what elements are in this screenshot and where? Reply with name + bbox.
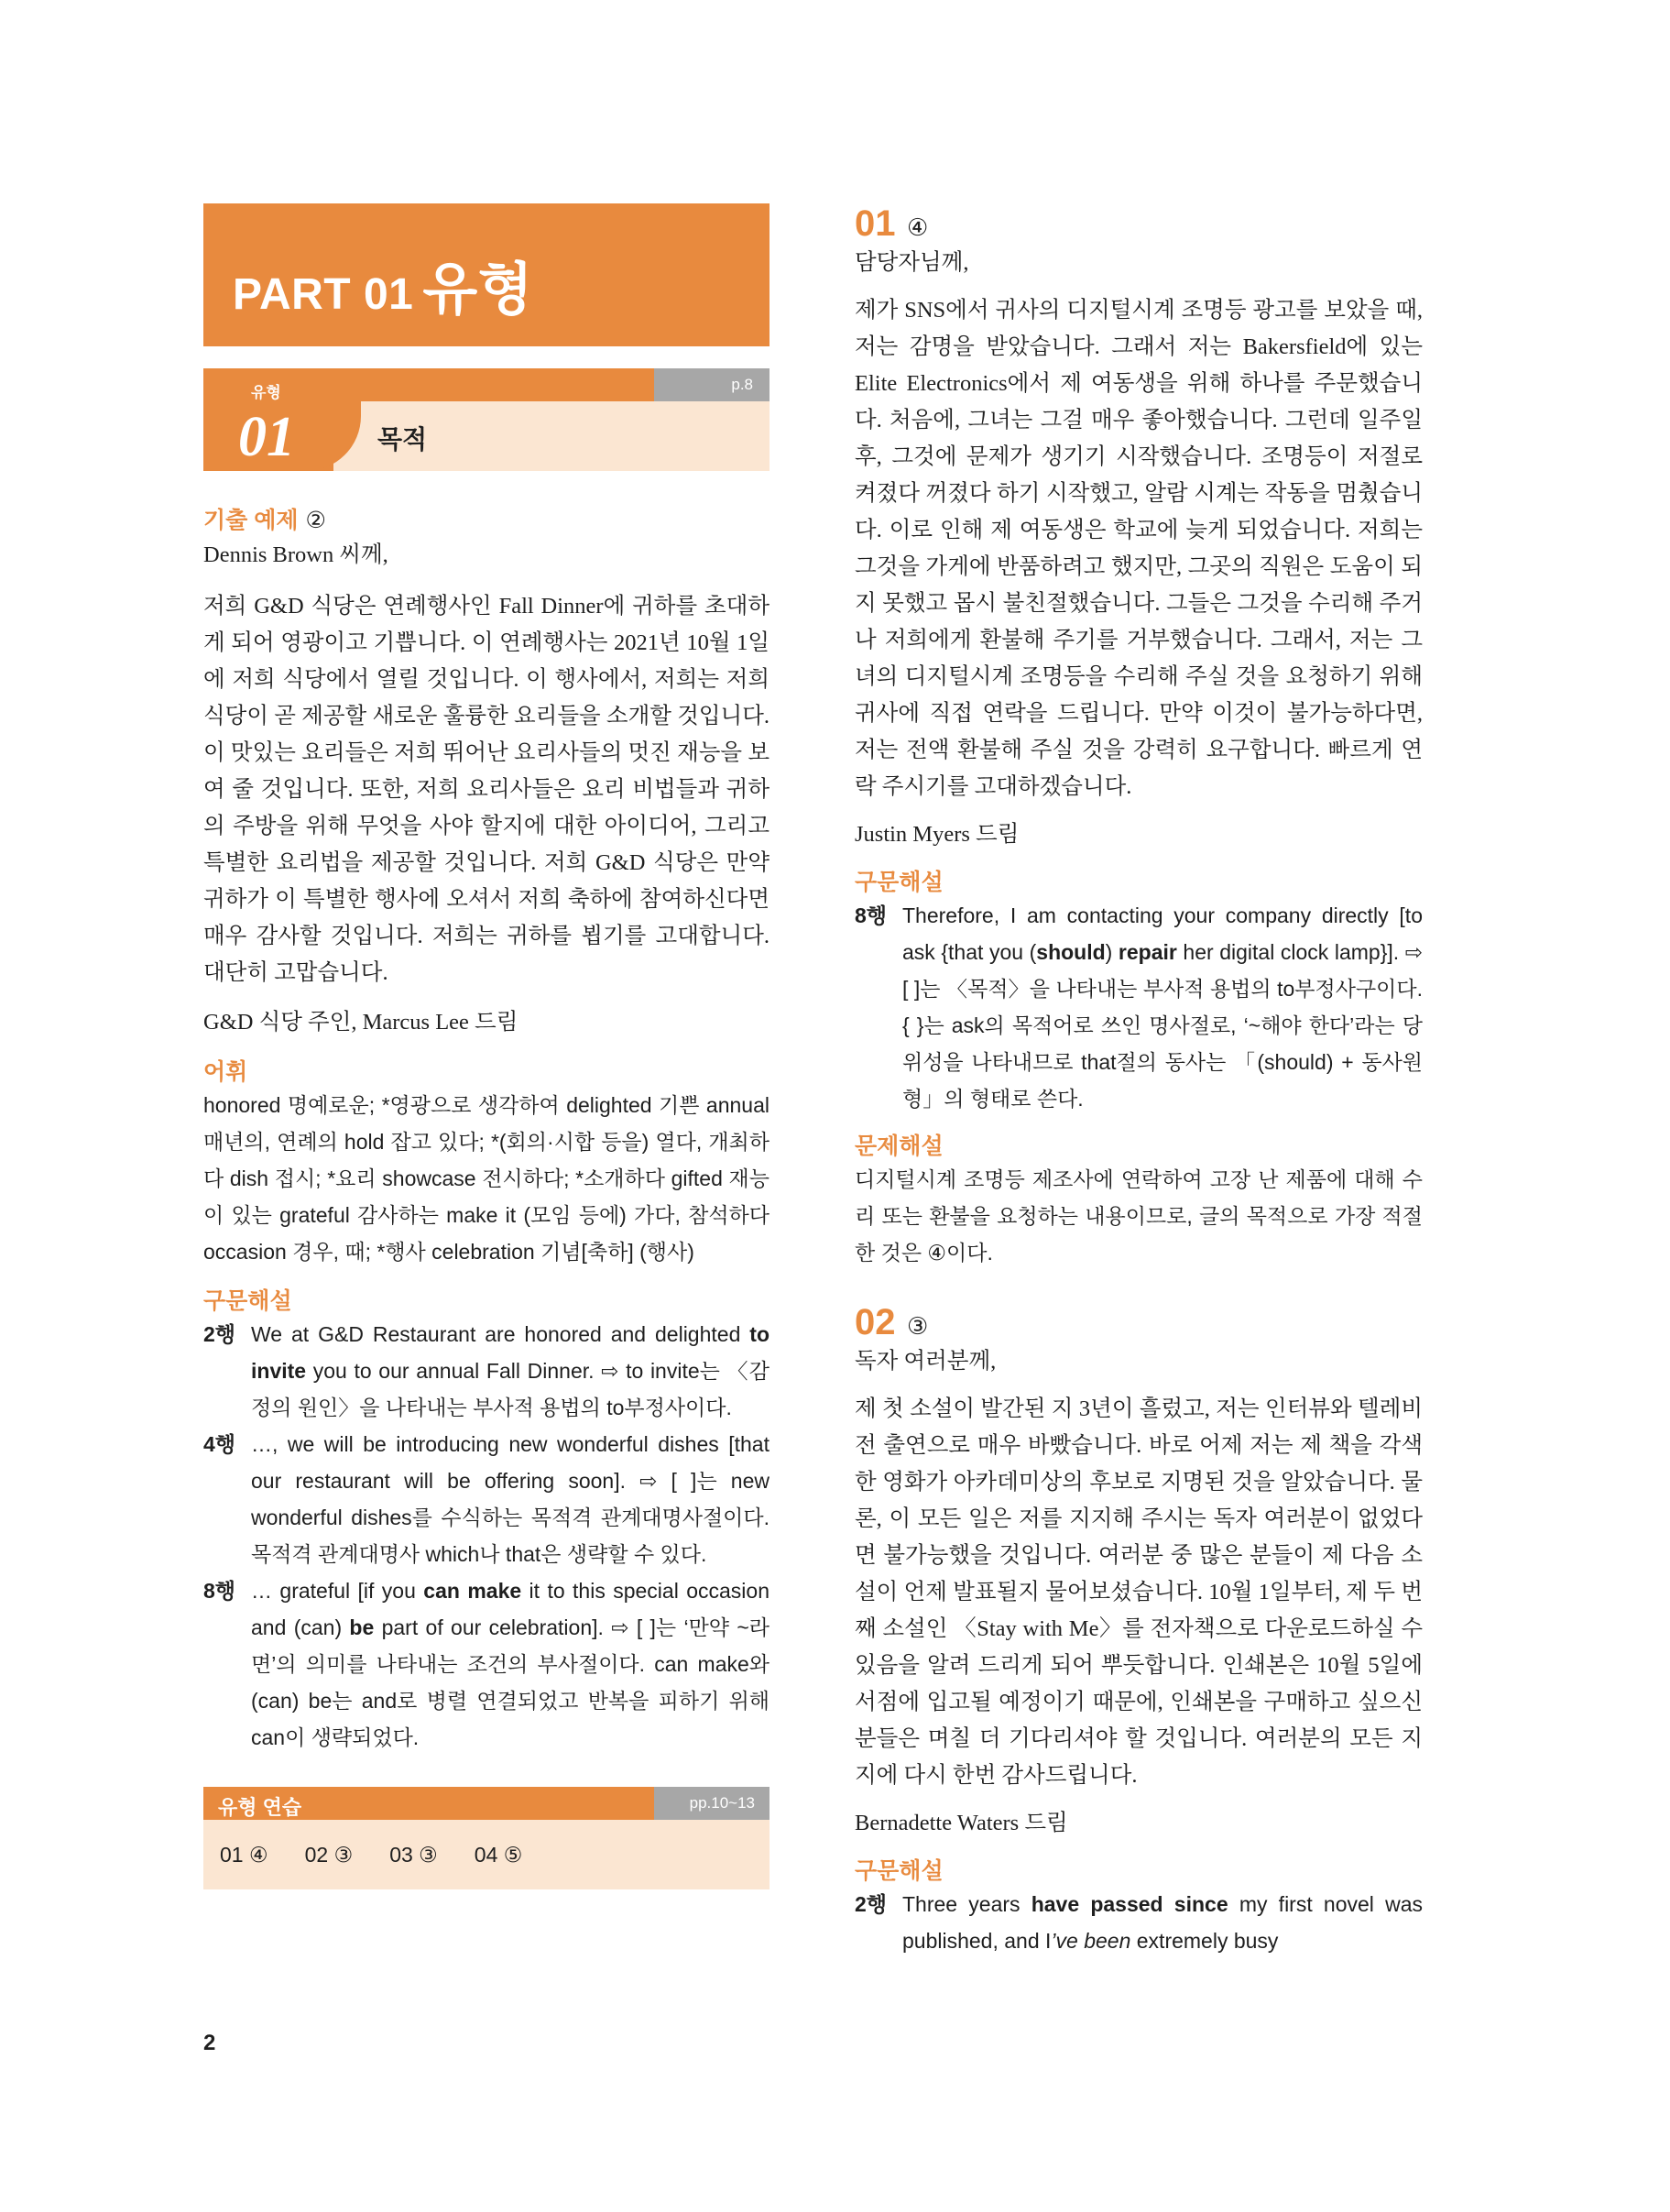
q02-grammar-heading: 구문해설 (855, 1858, 944, 1884)
q01-grammar-heading: 구문해설 (855, 870, 944, 895)
grammar-item (855, 1886, 1423, 1959)
example-signature: G&D 식당 주인, Marcus Lee 드림 (203, 1010, 518, 1035)
grammar-line-number: 2행 (855, 1892, 888, 1916)
question-01 (855, 203, 1423, 1271)
grammar-item (203, 1316, 770, 1426)
q01-number: 01 (855, 203, 896, 244)
type-header (203, 368, 770, 471)
practice-page-ref: pp.10~13 (689, 1794, 755, 1812)
grammar-text: We at G&D Restaurant are honored and delighted to invite you to our annual Fall Dinner. ⇨ to invite는 〈감정의 원인〉을 나타내는 부사적 용법의 to부정사이다. (251, 1322, 770, 1419)
practice-answer: 01 ④ (220, 1842, 268, 1867)
part-banner (203, 203, 770, 346)
q01-solution-heading: 문제해설 (855, 1133, 944, 1159)
type-page-ref: p.8 (731, 376, 753, 393)
grammar-line-number: 8행 (855, 903, 888, 927)
q01-answer: ④ (906, 214, 929, 241)
example-body: 저희 G&D 식당은 연례행사인 Fall Dinner에 귀하를 초대하게 되어 영광이고 기쁩니다. 이 연례행사는 2021년 10월 1일에 저희 식당에서 열릴 것입니다. 이 행사에서, 저희는 저희 식당이 곧 제공할 새로운 훌륭한 요리들을 소개할 것입니다. 이 맛있는 요리들은 저희 뛰어난 요리사들의 멋진 재능을 보여 줄 것입니다. 또한, 저희 요리사들은 요리 비법들과 귀하의 주방을 위해 무엇을 사야 할지에 대한 아이디어, 그리고 특별한 요리법을 제공할 것입니다. 저희 G&D 식당은 만약 귀하가 이 특별한 행사에 오셔서 저희 축하에 참여하신다면 매우 감사할 것입니다. 저희는 귀하를 뵙기를 고대합니다. 대단히 고맙습니다. (203, 594, 770, 985)
example-answer: ② (305, 508, 326, 533)
q01-body: 제가 SNS에서 귀사의 디지털시계 조명등 광고를 보았을 때, 저는 감명을 받았습니다. 그래서 저는 Bakersfield에 있는 Elite Electronics에서 제 여동생을 위해 하나를 주문했습니다. 처음에, 그녀는 그걸 매우 좋아했습니다. 그런데 일주일 후, 그것에 문제가 생기기 시작했습니다. 조명등이 저절로 켜졌다 꺼졌다 하기 시작했고, 알람 시계는 작동을 멈췄습니다. 이로 인해 제 여동생은 학교에 늦게 되었습니다. 저희는 그것을 가게에 반품하려고 했지만, 그곳의 직원은 도움이 되지 못했고 몹시 불친절했습니다. 그들은 그것을 수리해 주거나 저희에게 환불해 주기를 거부했습니다. 그래서, 저는 그녀의 디지털시계 조명등을 수리해 주실 것을 요청하기 위해 귀사에 직접 연락을 드립니다. 만약 이것이 불가능하다면, 저는 전액 환불해 주실 것을 강력히 요구합니다. 빠르게 연락 주시기를 고대하겠습니다. (855, 298, 1423, 799)
grammar-text: …, we will be introducing new wonderful dishes [that our restaurant will be offering soon]. ⇨ [ ]는 new wonderful dishes를 수식하는 목적격 관계대명사절이다. 목적격 관계대명사 which나 that은 생략할 수 있다. (251, 1432, 770, 1566)
part-title: 유형 (422, 258, 534, 322)
type-title: 목적 (377, 425, 428, 454)
grammar-item (855, 897, 1423, 1117)
left-column (203, 203, 770, 1889)
grammar-heading: 구문해설 (203, 1288, 292, 1314)
practice-box (203, 1787, 770, 1889)
vocab-heading: 어휘 (203, 1059, 248, 1085)
grammar-item (203, 1426, 770, 1572)
example-section (203, 502, 770, 1756)
example-heading: 기출 예제 (203, 508, 299, 533)
q01-solution: 디지털시계 조명등 제조사에 연락하여 고장 난 제품에 대해 수리 또는 환불을 요청하는 내용이므로, 글의 목적으로 가장 적절한 것은 ④이다. (855, 1167, 1423, 1265)
vocab-text: honored 명예로운; *영광으로 생각하여 delighted 기쁜 annual 매년의, 연례의 hold 잡고 있다; *(회의·시합 등을) 열다, 개최하다 dish 접시; *요리 showcase 전시하다; *소개하다 gifted 재능이 있는 grateful 감사하는 make it (모임 등에) 가다, 참석하다 occasion 경우, 때; *행사 celebration 기념[축하] (행사) (203, 1093, 770, 1264)
grammar-list (203, 1316, 770, 1756)
part-label: PART 01 (233, 270, 414, 319)
grammar-text: Three years have passed since my first novel was published, and I’ve been extremely busy (902, 1892, 1423, 1953)
grammar-line-number: 2행 (203, 1322, 236, 1346)
type-label: 유형 (251, 384, 281, 401)
type-number: 01 (238, 406, 295, 468)
grammar-item (203, 1572, 770, 1756)
example-salutation: Dennis Brown 씨께, (203, 542, 388, 567)
right-column (855, 203, 1423, 1959)
q01-salutation: 담당자님께, (855, 250, 969, 275)
grammar-line-number: 8행 (203, 1579, 236, 1603)
grammar-text: … grateful [if you can make it to this special occasion and (can) be part of our celebration]. ⇨ [ ]는 ‘만약 ~라면’의 의미를 나타내는 조건의 부사절이다. can make와 (can) be는 and로 병렬 연결되었고 반복을 피하기 위해 can이 생략되었다. (251, 1579, 770, 1749)
practice-answer: 03 ③ (389, 1842, 438, 1867)
question-02 (855, 1302, 1423, 1959)
q02-grammar-list (855, 1886, 1423, 1959)
practice-title: 유형 연습 (218, 1796, 302, 1819)
grammar-line-number: 4행 (203, 1432, 236, 1456)
q02-body: 제 첫 소설이 발간된 지 3년이 흘렀고, 저는 인터뷰와 텔레비전 출연으로 매우 바빴습니다. 바로 어제 저는 제 책을 각색한 영화가 아카데미상의 후보로 지명된 것을 알았습니다. 물론, 이 모든 일은 저를 지지해 주시는 독자 여러분이 없었다면 불가능했을 것입니다. 여러분 중 많은 분들이 제 다음 소설이 언제 발표될지 물어보셨습니다. 10월 1일부터, 제 두 번째 소설인 〈Stay with Me〉를 전자책으로 다운로드하실 수 있음을 알려 드리게 되어 뿌듯합니다. 인쇄본은 10월 5일에 서점에 입고될 예정이기 때문에, 인쇄본을 구매하고 싶으신 분들은 며칠 더 기다리셔야 할 것입니다. 여러분의 모든 지지에 다시 한번 감사드립니다. (855, 1396, 1423, 1788)
q02-answer: ③ (906, 1312, 929, 1340)
q02-number: 02 (855, 1302, 896, 1342)
practice-answer: 04 ⑤ (474, 1842, 523, 1867)
q02-signature: Bernadette Waters 드림 (855, 1811, 1068, 1835)
q02-salutation: 독자 여러분께, (855, 1349, 997, 1374)
q01-grammar-list (855, 897, 1423, 1117)
practice-answer: 02 ③ (304, 1842, 354, 1867)
q01-signature: Justin Myers 드림 (855, 822, 1020, 847)
page-number: 2 (203, 2031, 216, 2055)
grammar-text: Therefore, I am contacting your company directly [to ask {that you (should) repair her digital clock lamp}]. ⇨ [ ]는 〈목적〉을 나타내는 부사적 용법의 to부정사구이다. { }는 ask의 목적어로 쓰인 명사절로, ‘~해야 한다’라는 당위성을 나타내므로 that절의 동사는 「(should) + 동사원형」의 형태로 쓴다. (902, 903, 1423, 1111)
